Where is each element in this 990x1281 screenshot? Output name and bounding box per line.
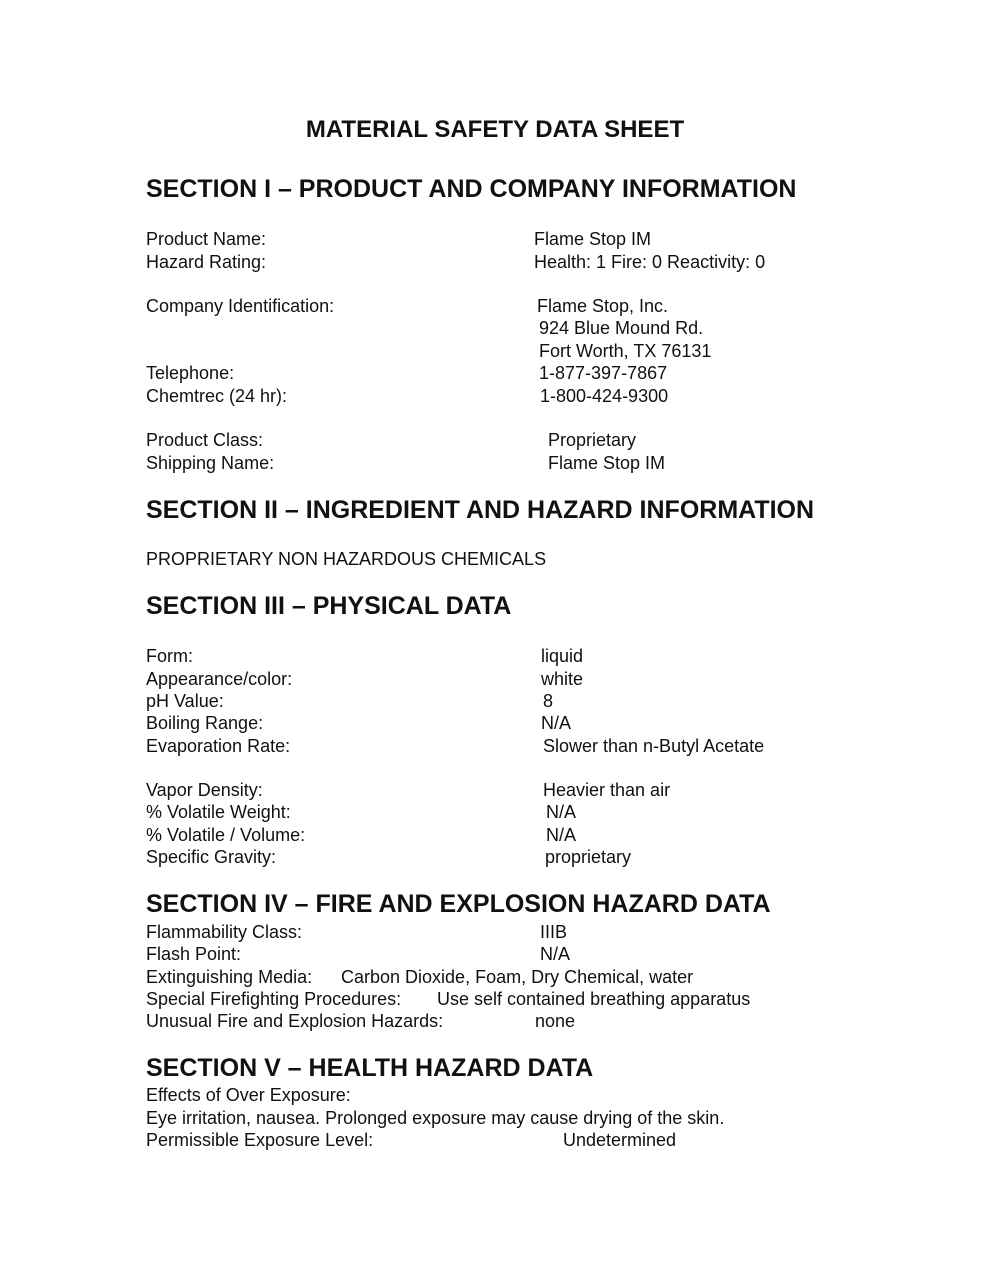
- extinguishing-media-label: Extinguishing Media:: [146, 967, 313, 987]
- hazard-rating-label: Hazard Rating:: [146, 252, 267, 272]
- ph-value: 8: [543, 691, 554, 711]
- boiling-range-value: N/A: [541, 713, 572, 733]
- evaporation-rate-label: Evaporation Rate:: [146, 736, 291, 756]
- volatile-volume-label: % Volatile / Volume:: [146, 825, 306, 845]
- section-4-heading: SECTION IV – FIRE AND EXPLOSION HAZARD DATA: [146, 890, 771, 918]
- hazard-rating-value: Health: 1 Fire: 0 Reactivity: 0: [534, 252, 766, 272]
- unusual-hazards-label: Unusual Fire and Explosion Hazards:: [146, 1011, 444, 1031]
- vapor-density-label: Vapor Density:: [146, 780, 263, 800]
- section-5-heading: SECTION V – HEALTH HAZARD DATA: [146, 1054, 594, 1082]
- document-title: MATERIAL SAFETY DATA SHEET: [305, 116, 685, 143]
- volatile-weight-value: N/A: [546, 802, 577, 822]
- form-value: liquid: [541, 646, 584, 666]
- exposure-level-label: Permissible Exposure Level:: [146, 1130, 374, 1150]
- shipping-name-value: Flame Stop IM: [548, 453, 666, 473]
- company-street: 924 Blue Mound Rd.: [539, 318, 704, 338]
- flash-point-label: Flash Point:: [146, 944, 242, 964]
- chemtrec-value: 1-800-424-9300: [540, 386, 669, 406]
- product-name-value: Flame Stop IM: [534, 229, 652, 249]
- appearance-value: white: [541, 669, 584, 689]
- shipping-name-label: Shipping Name:: [146, 453, 275, 473]
- vapor-density-value: Heavier than air: [543, 780, 671, 800]
- telephone-value: 1-877-397-7867: [539, 363, 668, 383]
- extinguishing-media-value: Carbon Dioxide, Foam, Dry Chemical, water: [341, 967, 694, 987]
- chemtrec-label: Chemtrec (24 hr):: [146, 386, 288, 406]
- company-name: Flame Stop, Inc.: [537, 296, 669, 316]
- unusual-hazards-value: none: [535, 1011, 576, 1031]
- firefighting-procedures-value: Use self contained breathing apparatus: [437, 989, 751, 1009]
- telephone-label: Telephone:: [146, 363, 235, 383]
- flammability-class-label: Flammability Class:: [146, 922, 303, 942]
- specific-gravity-value: proprietary: [545, 847, 632, 867]
- firefighting-procedures-label: Special Firefighting Procedures:: [146, 989, 402, 1009]
- section-3-heading: SECTION III – PHYSICAL DATA: [146, 592, 512, 620]
- appearance-label: Appearance/color:: [146, 669, 293, 689]
- product-class-value: Proprietary: [548, 430, 637, 450]
- evaporation-rate-value: Slower than n-Butyl Acetate: [543, 736, 765, 756]
- section-2-heading: SECTION II – INGREDIENT AND HAZARD INFORMATION: [146, 496, 815, 524]
- form-label: Form:: [146, 646, 193, 666]
- flash-point-value: N/A: [540, 944, 571, 964]
- specific-gravity-label: Specific Gravity:: [146, 847, 277, 867]
- effects-label: Effects of Over Exposure:: [146, 1085, 351, 1105]
- flammability-class-value: IIIB: [540, 922, 568, 942]
- product-name-label: Product Name:: [146, 229, 267, 249]
- product-class-label: Product Class:: [146, 430, 264, 450]
- ph-label: pH Value:: [146, 691, 224, 711]
- volatile-weight-label: % Volatile Weight:: [146, 802, 291, 822]
- exposure-level-value: Undetermined: [563, 1130, 677, 1150]
- volatile-volume-value: N/A: [546, 825, 577, 845]
- company-identification-label: Company Identification:: [146, 296, 335, 316]
- company-city: Fort Worth, TX 76131: [539, 341, 712, 361]
- ingredient-text: PROPRIETARY NON HAZARDOUS CHEMICALS: [146, 549, 547, 569]
- effects-text: Eye irritation, nausea. Prolonged exposure may cause drying of the skin.: [146, 1108, 725, 1128]
- boiling-range-label: Boiling Range:: [146, 713, 264, 733]
- section-1-heading: SECTION I – PRODUCT AND COMPANY INFORMATION: [146, 175, 797, 203]
